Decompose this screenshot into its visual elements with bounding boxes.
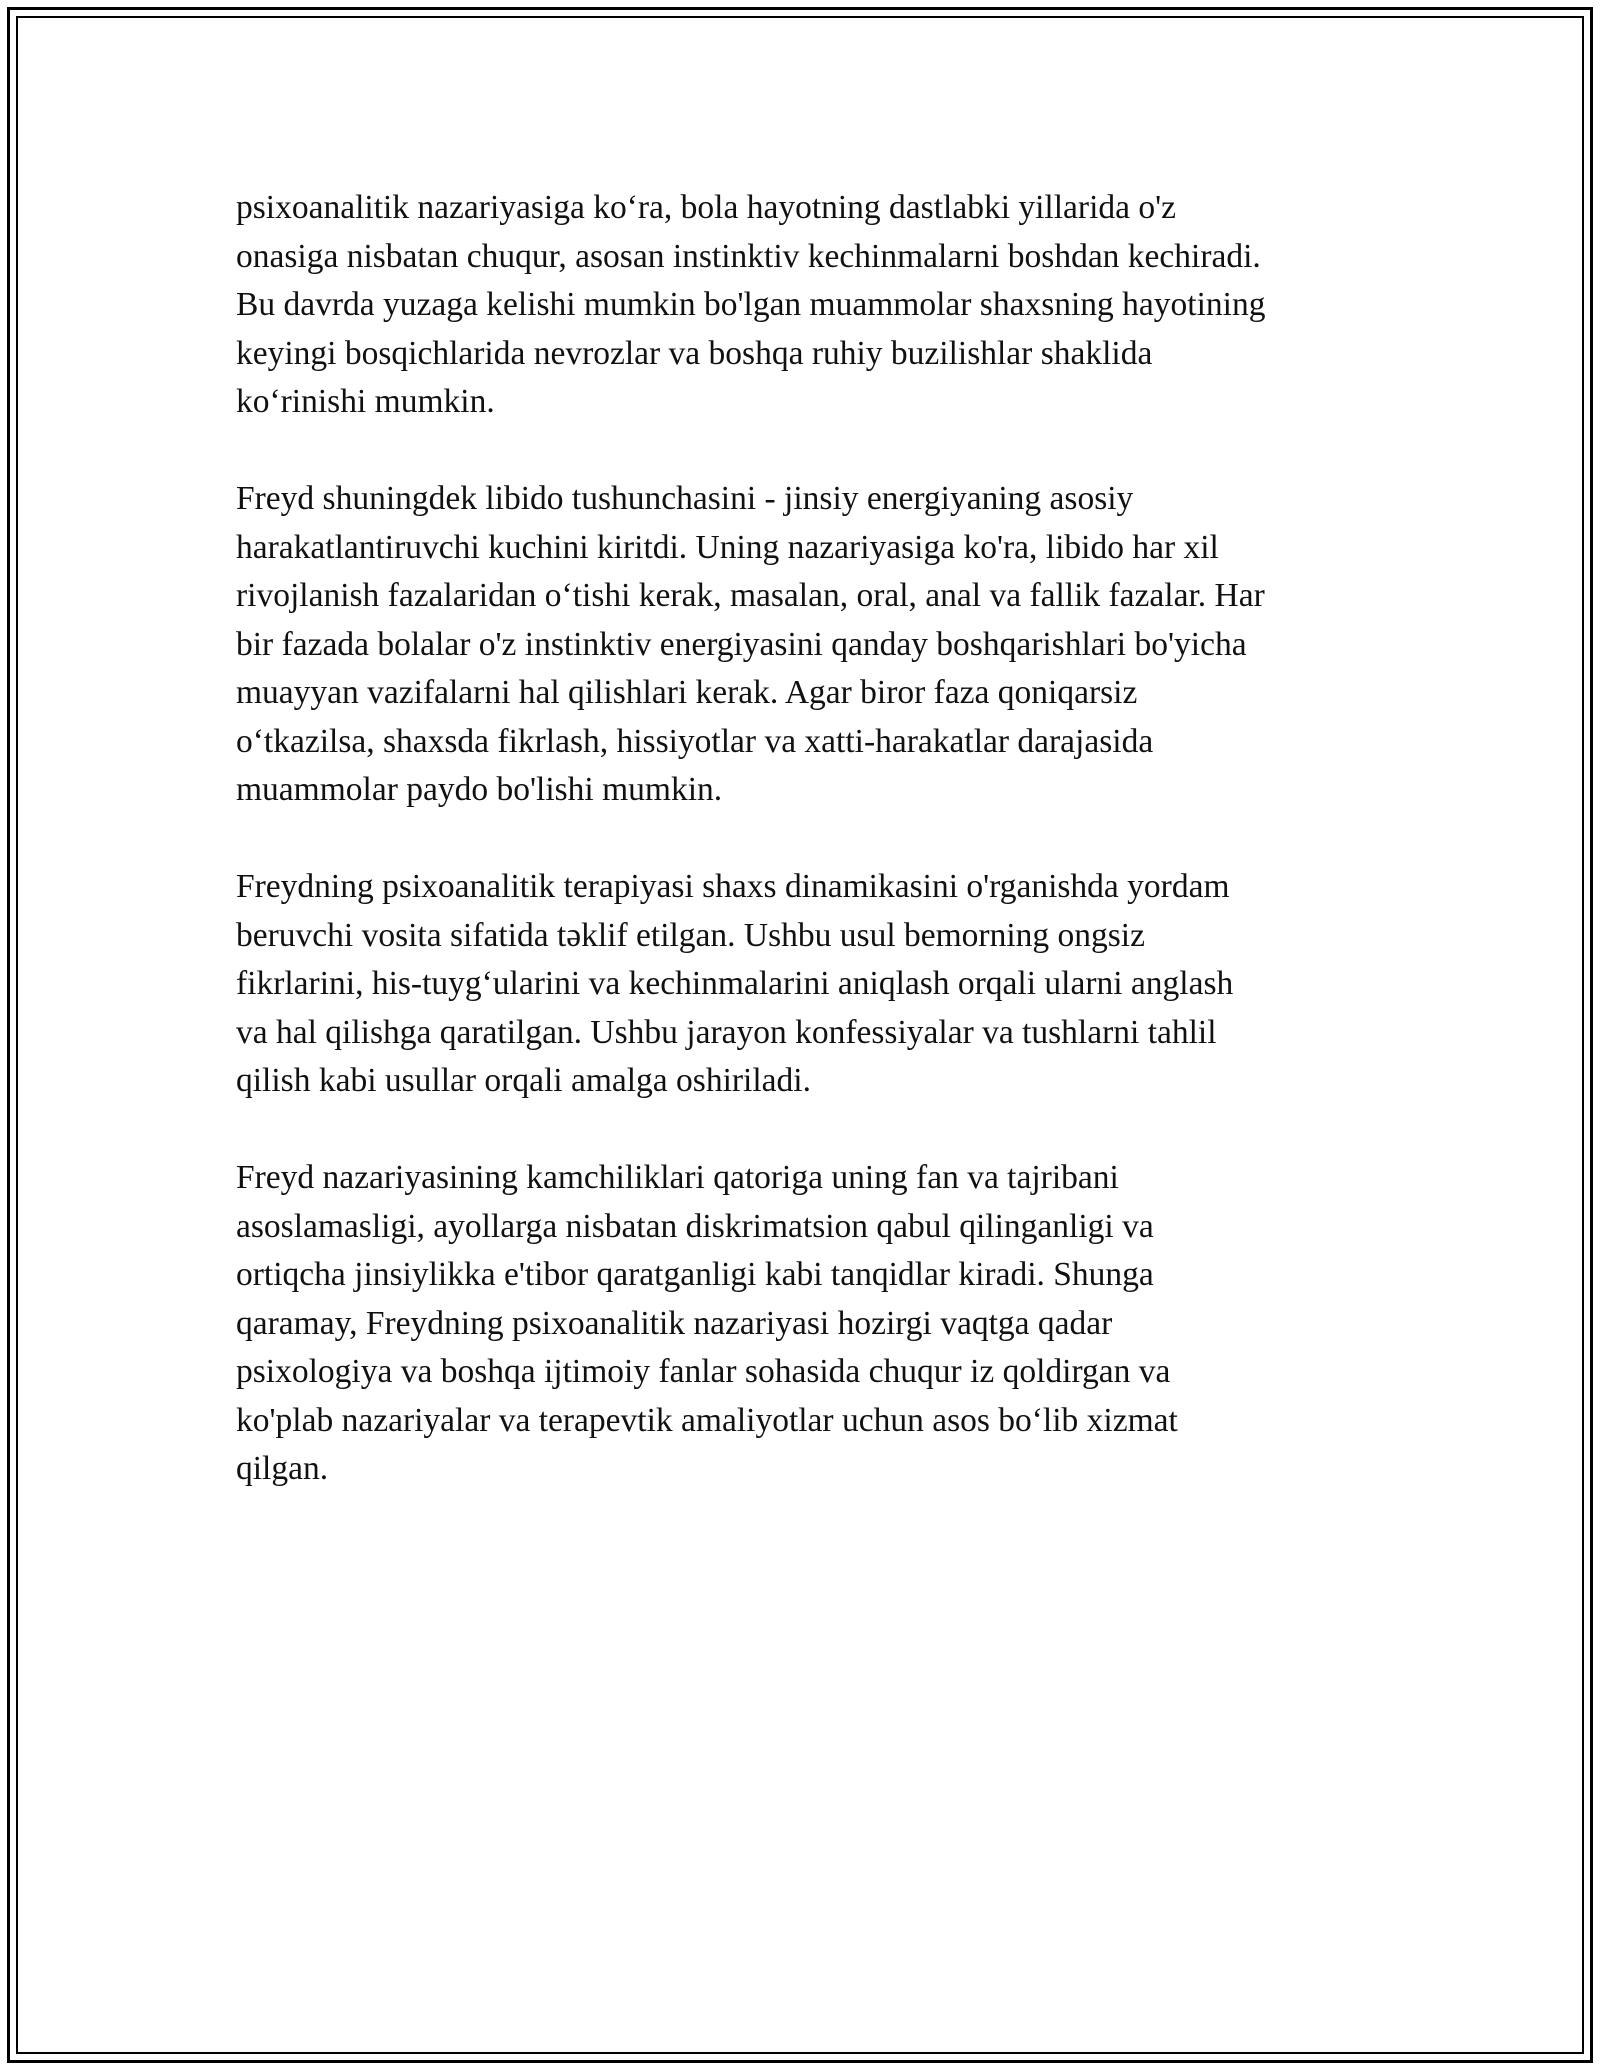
text-line: keyingi bosqichlarida nevrozlar va boshqa ruhiy buzilishlar shaklida: [236, 334, 1153, 372]
text-line: harakatlantiruvchi kuchini kiritdi. Uning nazariyasiga ko'ra, libido har xil: [236, 528, 1219, 566]
text-line: Freyd nazariyasining kamchiliklari qatoriga uning fan va tajribani: [236, 1159, 1119, 1196]
text-line: asoslamasligi, ayollarga nisbatan diskrimatsion qabul qilinganligi va: [236, 1207, 1154, 1245]
document-body: [236, 184, 1376, 1542]
text-line: muammolar paydo bo'lishi mumkin.: [236, 771, 723, 808]
text-line: ko'plab nazariyalar va terapevtik amaliyotlar uchun asos bo‘lib xizmat: [236, 1401, 1178, 1439]
paragraph-2: [236, 475, 1376, 815]
text-line: va hal qilishga qaratilgan. Ushbu jarayon konfessiyalar va tushlarni tahlil: [236, 1013, 1217, 1051]
text-line: qilgan.: [236, 1450, 329, 1487]
text-line: o‘tkazilsa, shaxsda fikrlash, hissiyotlar va xatti-harakatlar darajasida: [236, 722, 1154, 760]
text-line: qaramay, Freydning psixoanalitik nazariyasi hozirgi vaqtga qadar: [236, 1304, 1113, 1342]
text-line: psixoanalitik nazariyasiga ko‘ra, bola hayotning dastlabki yillarida o'z: [236, 189, 1177, 226]
text-line: Freyd shuningdek libido tushunchasini - jinsiy energiyaning asosiy: [236, 480, 1134, 517]
paragraph-4: [236, 1154, 1376, 1494]
text-line: fikrlarini, his-tuyg‘ularini va kechinmalarini aniqlash orqali ularni anglash: [236, 965, 1234, 1002]
text-line: Freydning psixoanalitik terapiyasi shaxs dinamikasini o'rganishda yordam: [236, 868, 1230, 905]
paragraph-1: [236, 184, 1376, 427]
text-line: ortiqcha jinsiylikka e'tibor qaratganligi kabi tanqidlar kiradi. Shunga: [236, 1256, 1154, 1293]
text-line: onasiga nisbatan chuqur, asosan instinktiv kechinmalarni boshdan kechiradi.: [236, 237, 1261, 275]
paragraph-3: [236, 863, 1376, 1106]
text-line: ko‘rinishi mumkin.: [236, 383, 495, 420]
text-line: Bu davrda yuzaga kelishi mumkin bo'lgan muammolar shaxsning hayotining: [236, 286, 1266, 323]
text-line: qilish kabi usullar orqali amalga oshiriladi.: [236, 1062, 811, 1099]
text-line: rivojlanish fazalaridan o‘tishi kerak, masalan, oral, anal va fallik fazalar. Har: [236, 577, 1265, 614]
text-line: muayyan vazifalarni hal qilishlari kerak. Agar biror faza qoniqarsiz: [236, 674, 1138, 711]
text-line: bir fazada bolalar o'z instinktiv energiyasini qanday boshqarishlari bo'yicha: [236, 625, 1247, 663]
text-line: beruvchi vosita sifatida təklif etilgan. Ushbu usul bemorning ongsiz: [236, 916, 1145, 954]
text-line: psixologiya va boshqa ijtimoiy fanlar sohasida chuqur iz qoldirgan va: [236, 1353, 1171, 1390]
